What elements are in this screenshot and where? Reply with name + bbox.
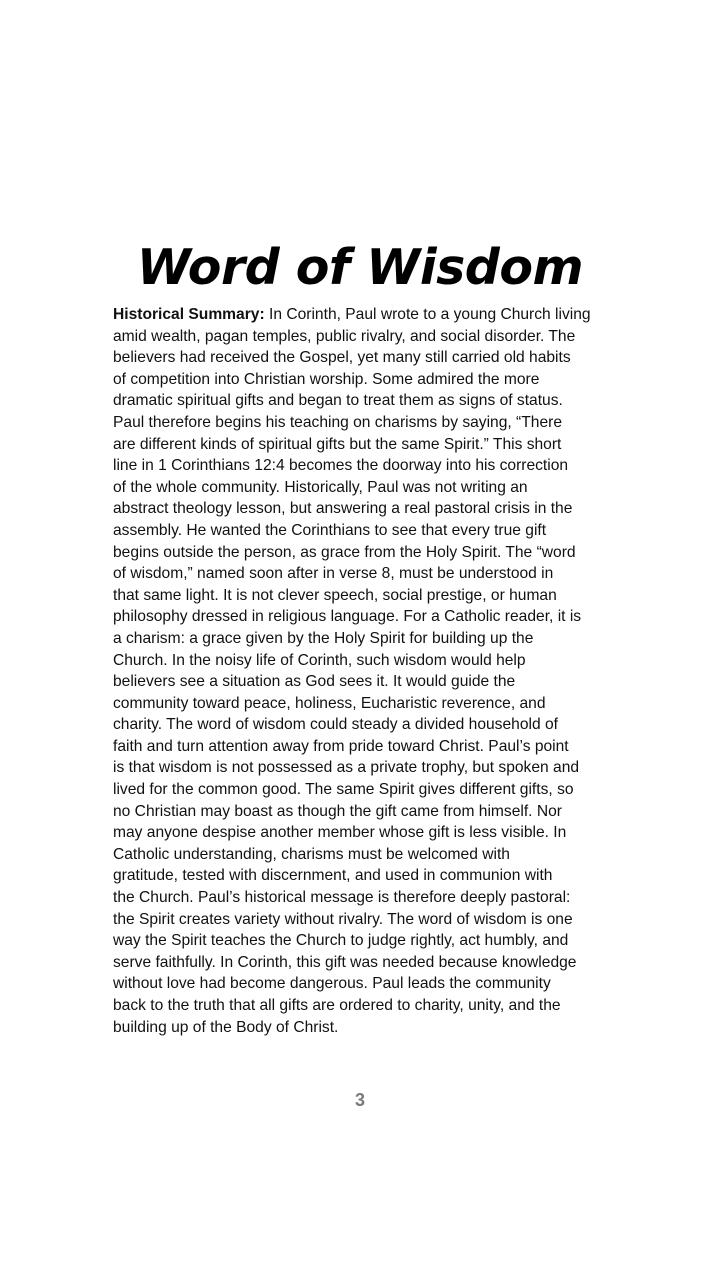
historical-summary-label: Historical Summary: [113, 306, 265, 323]
page-title: Word of Wisdom [136, 238, 584, 296]
historical-summary-paragraph [113, 304, 610, 1038]
page-number: 3 [354, 1090, 365, 1110]
historical-summary-text: In Corinth, Paul wrote to a young Church living amid wealth, pagan temples, public rivalry, and social disorder. The believers had received the Gospel, yet many still carried old habits of competition into Christian worship. Some admired the more dramatic spiritual gifts and began to treat them as signs of status. Paul therefore begins his teaching on charisms by saying, “There are different kinds of spiritual gifts but the same Spirit.” This short line in 1 Corinthians 12:4 becomes the doorway into his correction of the whole community. Historically, Paul was not writing an abstract theology lesson, but answering a real pastoral crisis in the assembly. He wanted the Corinthians to see that every true gift begins outside the person, as grace from the Holy Spirit. The “word of wisdom,” named soon after in verse 8, must be understood in that same light. It is not clever speech, social prestige, or human philosophy dressed in religious language. For a Catholic reader, it is a charism: a grace given by the Holy Spirit for building up the Church. In the noisy life of Corinth, such wisdom would help believers see a situation as God sees it. It would guide the community toward peace, holiness, Eucharistic reverence, and charity. The word of wisdom could steady a divided household of faith and turn attention away from pride toward Christ. Paul’s point is that wisdom is not possessed as a private trophy, but spoken and lived for the common good. The same Spirit gives different gifts, so no Christian may boast as though the gift came from himself. Nor may anyone despise another member whose gift is less visible. In Catholic understanding, charisms must be welcomed with gratitude, tested with discernment, and used in communion with the Church. Paul’s historical message is therefore deeply pastoral: the Spirit creates variety without rivalry. The word of wisdom is one way the Spirit teaches the Church to judge rightly, act humbly, and serve faithfully. In Corinth, this gift was needed because knowledge without love had become dangerous. Paul leads the community back to the truth that all gifts are ordered to charity, unity, and the building up of the Body of Christ. [113, 306, 591, 1036]
